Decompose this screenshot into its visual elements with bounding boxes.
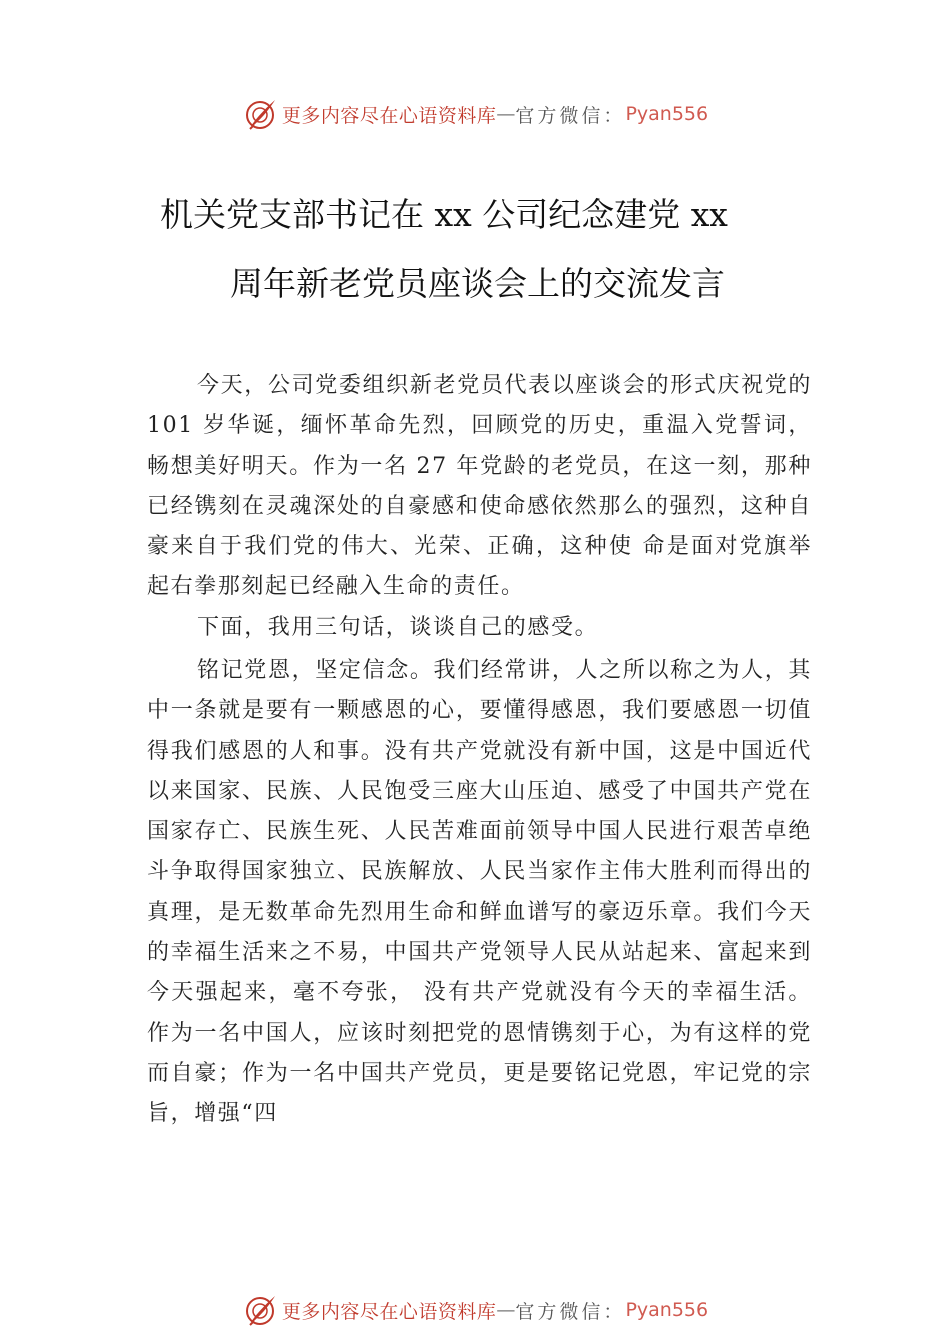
watermark-promo-text: 更多内容尽在心语资料库	[281, 104, 497, 127]
watermark-promo-text: 更多内容尽在心语资料库	[281, 1300, 497, 1323]
body-paragraph-1: 今天，公司党委组织新老党员代表以座谈会的形式庆祝党的 101 岁华诞，缅怀革命先烈，回顾党的历史，重温入党誓词，畅想美好明天。作为一名 27 年党龄的老党员，在这一刻，那种已经镌刻在灵魂深处的自豪感和使命感依然那么的强烈，这种自豪来自于我们党的伟大、光荣、正确，这种使 命是面对党旗举起右拳那刻起已经融入生命的责任。	[147, 373, 812, 600]
document-title-line-2: 周年新老党员座谈会上的交流发言	[230, 264, 725, 303]
body-paragraph-2: 下面，我用三句话，谈谈自己的感受。	[197, 615, 599, 640]
watermark-account: Pyan556	[625, 103, 709, 125]
watermark-label: 官方微信：	[515, 1300, 626, 1323]
feather-pen-logo-icon	[242, 1292, 278, 1328]
watermark-separator: —	[496, 103, 516, 125]
header-watermark	[0, 92, 950, 136]
footer-watermark	[0, 1288, 950, 1332]
document-title-line-1: 机关党支部书记在 xx 公司纪念建党 xx	[160, 195, 728, 234]
watermark-account: Pyan556	[625, 1299, 709, 1321]
body-paragraph-3: 铭记党恩，坚定信念。我们经常讲，人之所以称之为人，其中一条就是要有一颗感恩的心，要懂得感恩，我们要感恩一切值得我们感恩的人和事。没有共产党就没有新中国，这是中国近代以来国家、民族、人民饱受三座大山压迫、感受了中国共产党在国家存亡、民族生死、人民苦难面前领导中国人民进行艰苦卓绝斗争取得国家独立、民族解放、人民当家作主伟大胜利而得出的真理，是无数革命先烈用生命和鲜血谱写的豪迈乐章。我们今天的幸福生活来之不易，中国共产党领导人民从站起来、富起来到今天强起来，毫不夸张， 没有共产党就没有今天的幸福生活。作为一名中国人，应该时刻把党的恩情镌刻于心，为有这样的党而自豪；作为一名中国共产党员，更是要铭记党恩，牢记党的宗旨，增强“四	[147, 658, 812, 1127]
feather-pen-logo-icon	[242, 96, 278, 132]
watermark-label: 官方微信：	[515, 104, 626, 127]
watermark-separator: —	[496, 1299, 516, 1321]
